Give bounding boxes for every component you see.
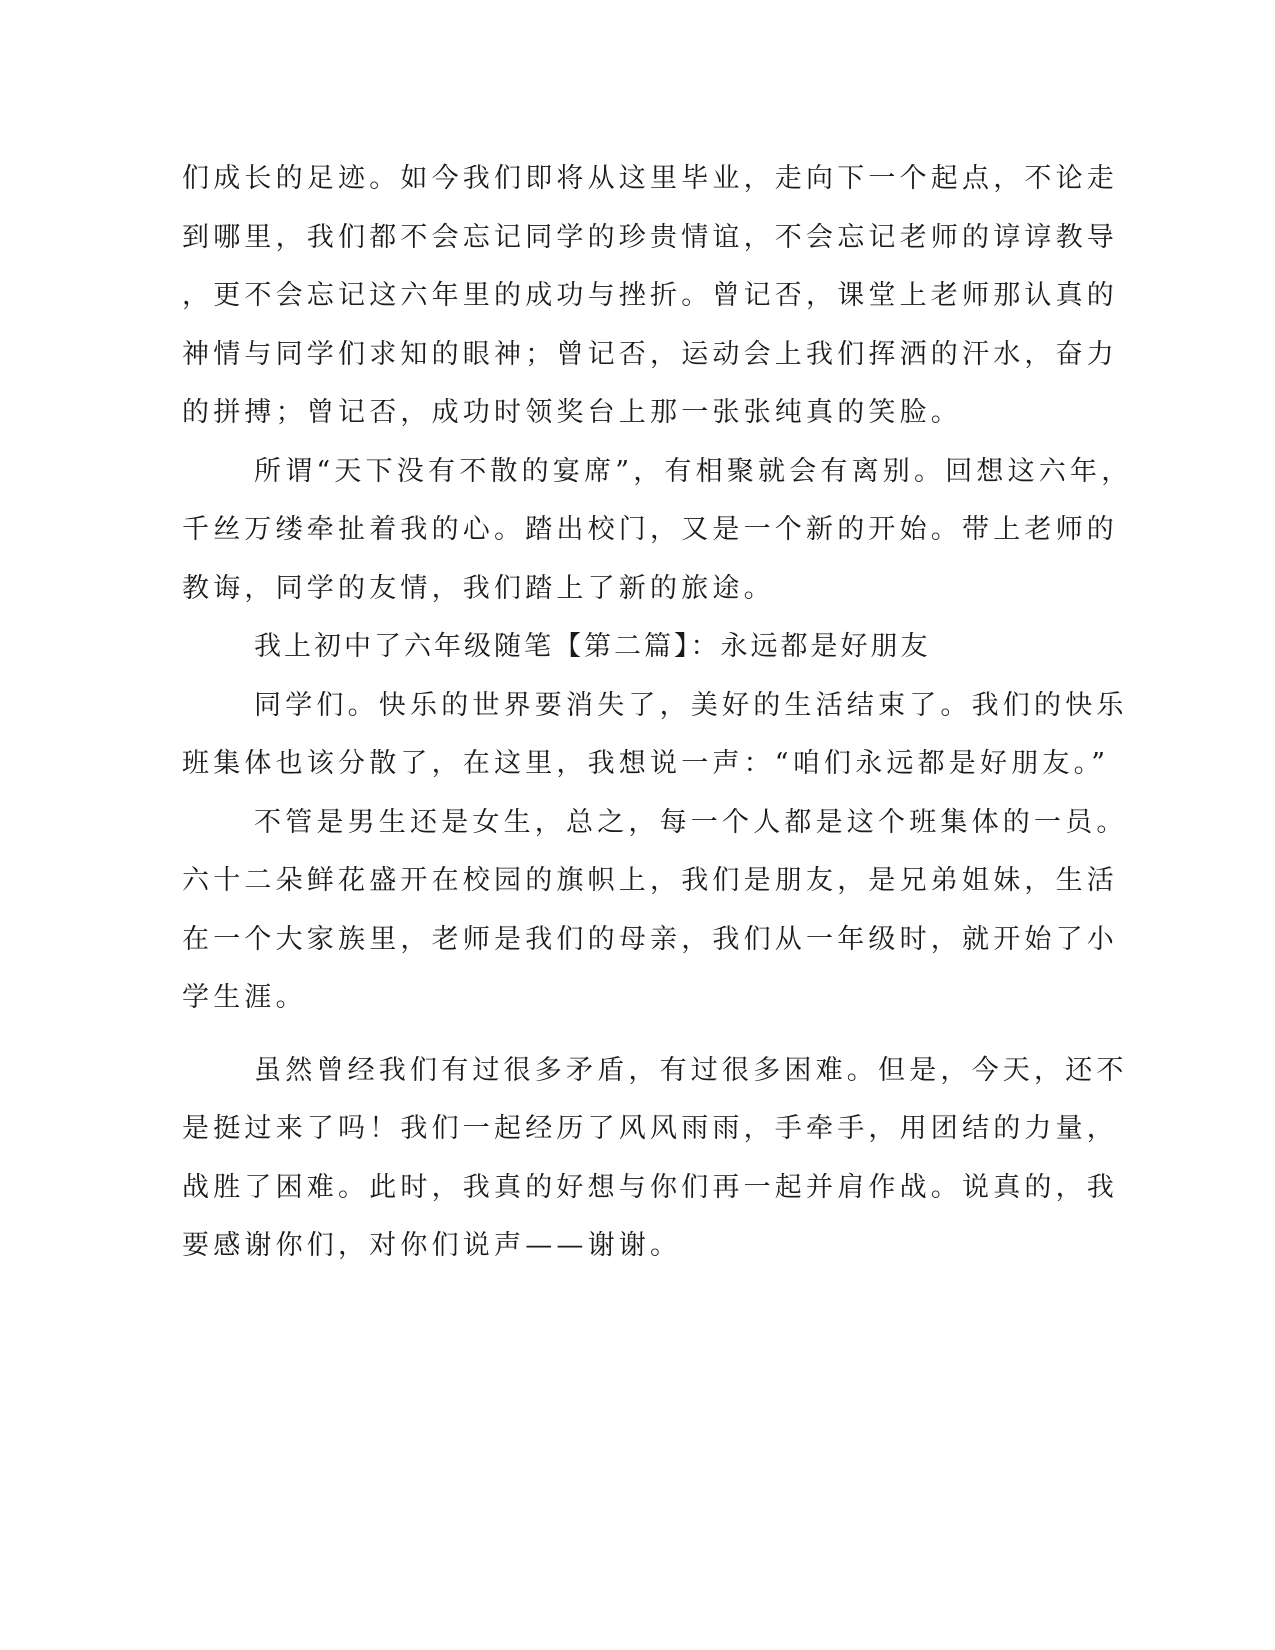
text-line: ，更不会忘记这六年里的成功与挫折。曾记否，课堂上老师那认真的 [182,280,1118,311]
section-heading: 我上初中了六年级随笔【第二篇】：永远都是好朋友 [254,631,931,662]
text-line: 教诲，同学的友情，我们踏上了新的旅途。 [182,572,775,604]
text-line: 虽然曾经我们有过很多矛盾，有过很多困难。但是，今天，还不 [254,1054,1128,1086]
text-line: 所谓“天下没有不散的宴席”，有相聚就会有离别。回想这六年， [254,455,1133,487]
text-line: 到哪里，我们都不会忘记同学的珍贵情谊，不会忘记老师的谆谆教导 [182,221,1118,253]
text-line: 战胜了困难。此时，我真的好想与你们再一起并肩作战。说真的，我 [182,1171,1118,1203]
text-line: 的拼搏；曾记否，成功时领奖台上那一张张纯真的笑脸。 [182,397,962,428]
text-line: 们成长的足迹。如今我们即将从这里毕业，走向下一个起点，不论走 [182,163,1118,194]
text-line: 是挺过来了吗！我们一起经历了风风雨雨，手牵手，用团结的力量， [182,1113,1118,1144]
text-line: 神情与同学们求知的眼神；曾记否，运动会上我们挥洒的汗水，奋力 [182,338,1118,370]
text-line: 在一个大家族里，老师是我们的母亲，我们从一年级时，就开始了小 [182,923,1118,955]
text-line: 六十二朵鲜花盛开在校园的旗帜上，我们是朋友，是兄弟姐妹，生活 [182,865,1118,896]
text-line: 班集体也该分散了，在这里，我想说一声：“咱们永远都是好朋友。” [182,748,1110,779]
text-line: 要感谢你们，对你们说声——谢谢。 [182,1230,682,1261]
text-line: 不管是男生还是女生，总之，每一个人都是这个班集体的一员。 [254,806,1128,838]
document-page [182,150,1133,1276]
text-line: 同学们。快乐的世界要消失了，美好的生活结束了。我们的快乐 [254,689,1128,721]
text-line: 千丝万缕牵扯着我的心。踏出校门，又是一个新的开始。带上老师的 [182,514,1118,545]
text-line: 学生涯。 [182,982,307,1013]
